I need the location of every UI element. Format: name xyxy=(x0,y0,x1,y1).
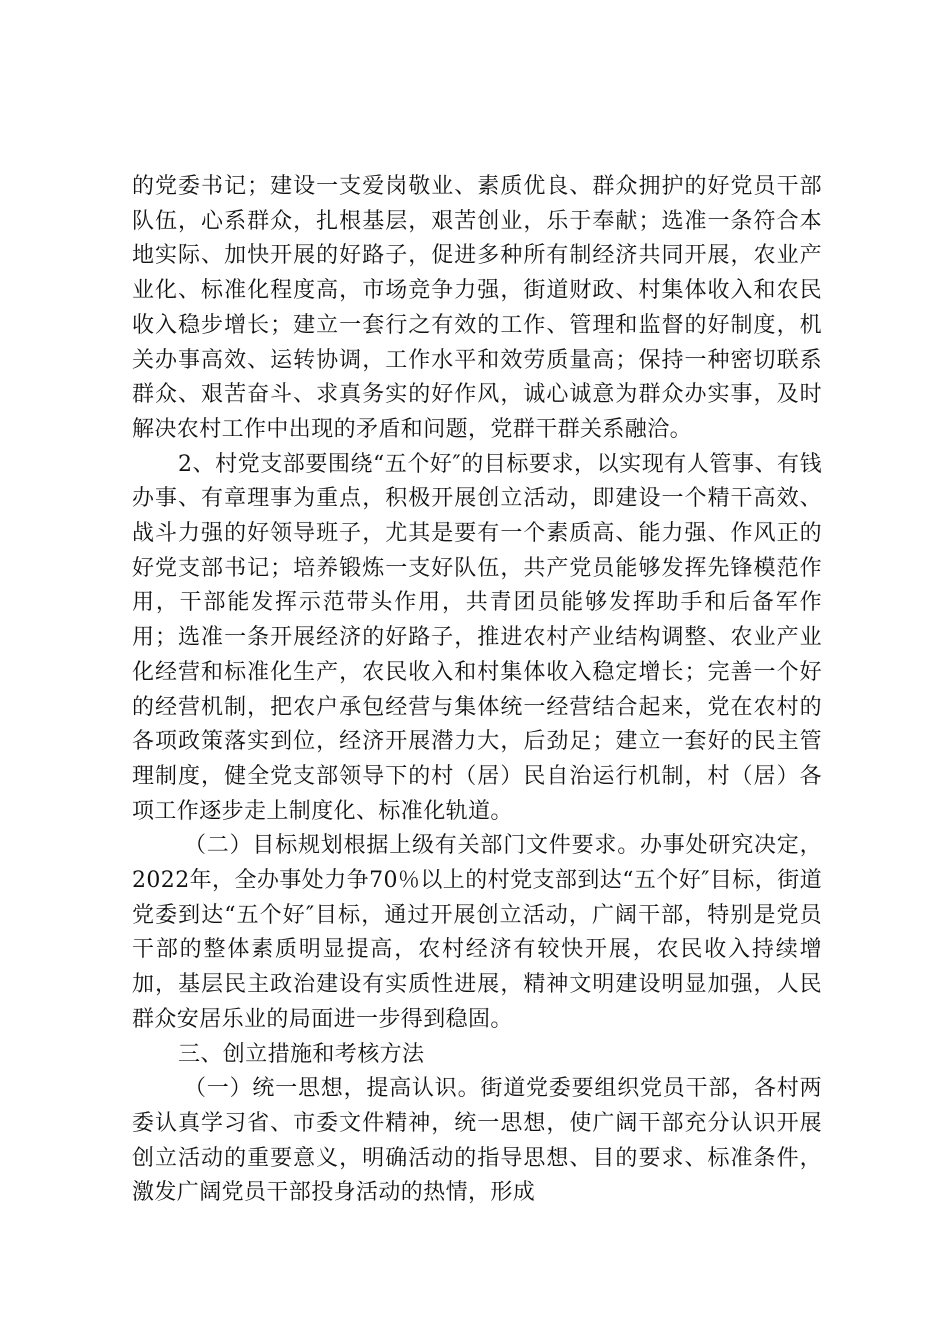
section-heading-measures: 三、创立措施和考核方法 xyxy=(178,1041,425,1067)
paragraph-continuation: 的党委书记；建设一支爱岗敬业、素质优良、群众拥护的好党员干部队伍，心系群众，扎根基层，艰苦创业，乐于奉献；选准一条符合本地实际、加快开展的好路子，促进多种所有制经济共同开展，农业产业化、标准化程度高，市场竞争力强，街道财政、村集体收入和农民收入稳步增长；建立一套行之有效的工作、管理和监督的好制度，机关办事高效、运转协调，工作水平和效劳质量高；保持一种密切联系群众、艰苦奋斗、求真务实的好作风，诚心诚意为群众办实事，及时解决农村工作中出现的矛盾和问题，党群干群关系融洽。 xyxy=(132,174,822,442)
paragraph-unify-thinking: （一）统一思想，提高认识。街道党委要组织党员干部，各村两委认真学习省、市委文件精神，统一思想，使广阔干部充分认识开展创立活动的重要意义，明确活动的指导思想、目的要求、标准条件，激发广阔党员干部投身活动的热情，形成 xyxy=(132,1076,822,1206)
paragraph-section-goals: （二）目标规划根据上级有关部门文件要求。办事处研究决定，2022年，全办事处力争70％以上的村党支部到达“五个好″目标，街道党委到达“五个好″目标，通过开展创立活动，广阔干部，特别是党员干部的整体素质明显提高，农村经济有较快开展，农民收入持续增加，基层民主政治建设有实质性进展，精神文明建设明显加强，人民群众安居乐业的局面进一步得到稳固。 xyxy=(132,833,822,1032)
paragraph-item-2: 2、村党支部要围绕“五个好″的目标要求，以实现有人管事、有钱办事、有章理事为重点，积极开展创立活动，即建设一个精干高效、战斗力强的好领导班子，尤其是要有一个素质高、能力强、作风正的好党支部书记；培养锻炼一支好队伍，共产党员能够发挥先锋模范作用，干部能发挥示范带头作用，共青团员能够发挥助手和后备军作用；选准一条开展经济的好路子，推进农村产业结构调整、农业产业化经营和标准化生产，农民收入和村集体收入稳定增长；完善一个好的经营机制，把农户承包经营与集体统一经营结合起来，党在农村的各项政策落实到位，经济开展潜力大，后劲足；建立一套好的民主管理制度，健全党支部领导下的村（居）民自治运行机制，村（居）各项工作逐步走上制度化、标准化轨道。 xyxy=(132,451,822,824)
document-body xyxy=(132,170,822,1211)
